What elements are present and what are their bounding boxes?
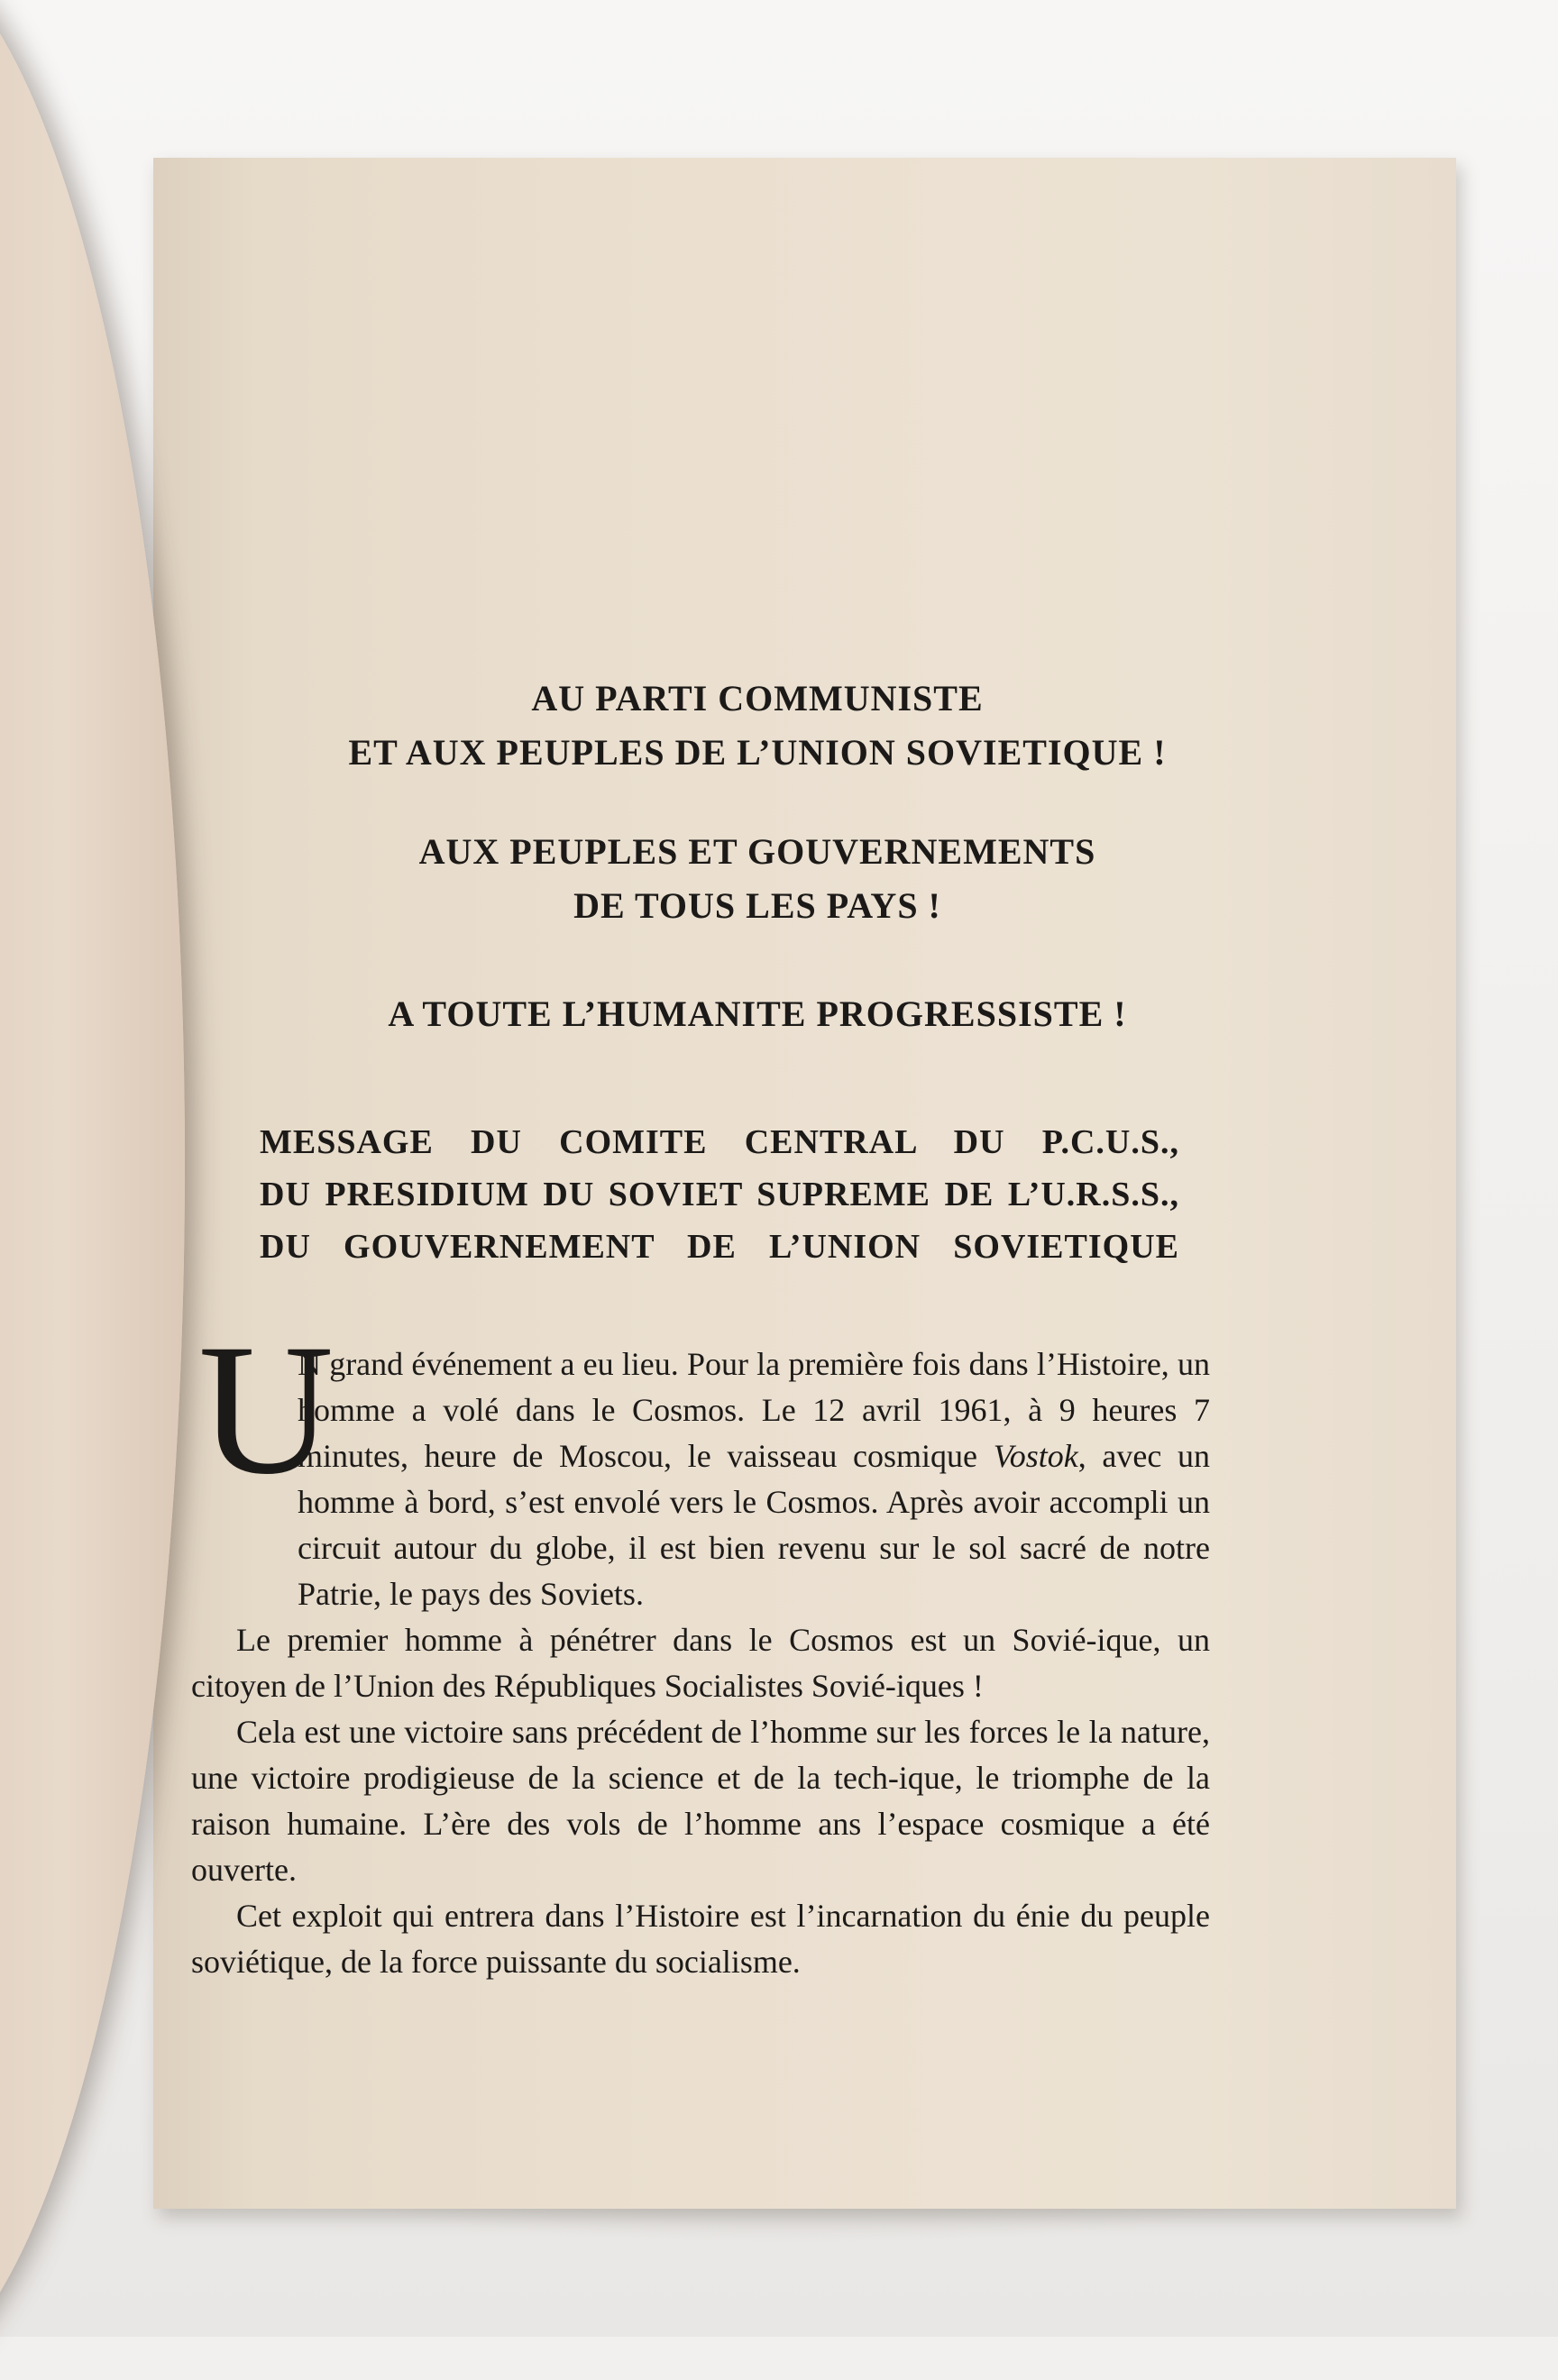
message-line: DU PRESIDIUM DU SOVIET SUPREME DE L’U.R.S.S., — [260, 1176, 1179, 1213]
paragraph: Le premier homme à pénétrer dans le Cosmos est un Sovié-ique, un citoyen de l’Union des Républiques Socialistes Sovié-iques ! — [191, 1622, 1210, 1704]
paragraph: Cet exploit qui entrera dans l’Histoire est l’incarnation du énie du peuple soviétique, de la force puissante du socialisme. — [191, 1898, 1210, 1980]
address-line: A TOUTE L’HUMANITE PROGRESSISTE ! — [388, 993, 1127, 1034]
message-title — [260, 1116, 1179, 1273]
address-line: ET AUX PEUPLES DE L’UNION SOVIETIQUE ! — [348, 732, 1167, 773]
message-line: MESSAGE DU COMITE CENTRAL DU P.C.U.S., — [260, 1123, 1179, 1161]
paragraph-text: , avec un homme à bord, s’est envolé vers le Cosmos. Après avoir accompli un circuit autour du globe, il est bien revenu sur le sol sacré de notre Patrie, le pays des Soviets. — [298, 1438, 1211, 1612]
address-communist-party — [270, 672, 1244, 780]
ship-name: Vostok — [993, 1438, 1078, 1474]
address-humanity — [270, 987, 1244, 1041]
address-line: AU PARTI COMMUNISTE — [531, 678, 984, 719]
address-line: AUX PEUPLES ET GOUVERNEMENTS — [418, 831, 1096, 872]
drop-cap: U — [198, 1305, 335, 1513]
message-line: DU GOUVERNEMENT DE L’UNION SOVIETIQUE — [260, 1228, 1179, 1266]
paragraph: Cela est une victoire sans précédent de l’homme sur les forces le la nature, une victoire prodigieuse de la science et de la tech-ique, le triomphe de la raison humaine. L’ère des vols de l’homme ans l’espace cosmique a été ouverte. — [191, 1714, 1210, 1888]
body-text — [191, 1341, 1210, 1985]
paragraph — [191, 1341, 1210, 1617]
paragraph-text: N grand événement a eu lieu. Pour la première fois dans l’Histoire, un homme a volé dans le Cosmos. Le 12 avril 1961, à 9 heures 7 minutes, heure de Moscou, le vaisseau cosmique — [298, 1346, 1210, 1474]
address-peoples-governments — [270, 825, 1244, 933]
address-line: DE TOUS LES PAYS ! — [573, 885, 941, 926]
